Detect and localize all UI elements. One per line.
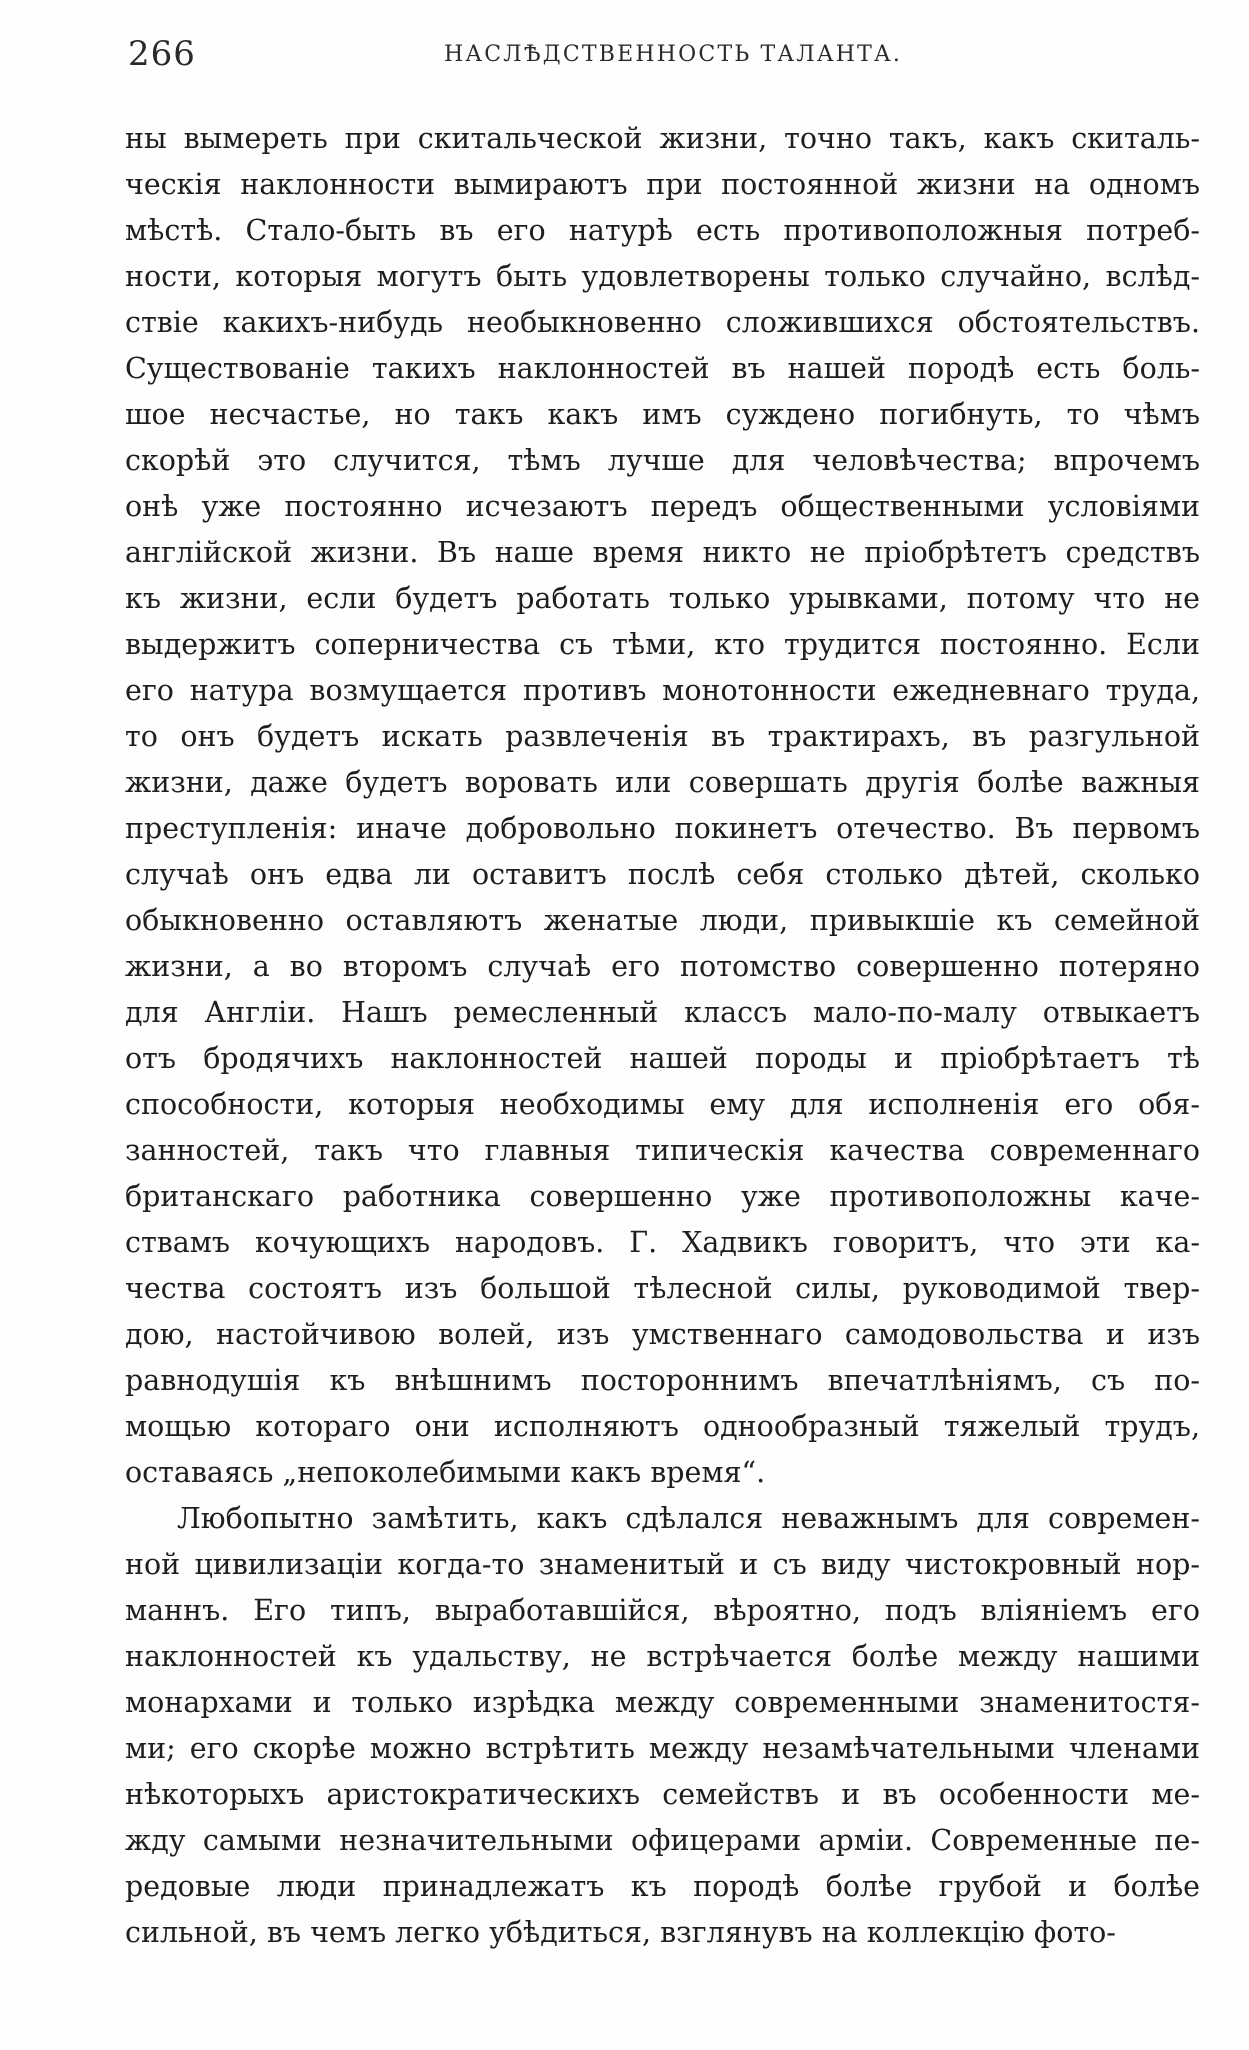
text-line: скорѣй это случится, тѣмъ лучше для человѣчества; впрочемъ (125, 444, 1200, 477)
text-line: ности, которыя могутъ быть удовлетворены только случайно, вслѣд- (125, 260, 1200, 293)
text-line: случаѣ онъ едва ли оставитъ послѣ себя столько дѣтей, сколько (125, 858, 1200, 891)
text-line: то онъ будетъ искать развлеченія въ трактирахъ, въ разгульной (125, 720, 1200, 753)
body-text (125, 116, 1200, 1956)
text-line: для Англіи. Нашъ ремесленный классъ мало-по-малу отвыкаетъ (125, 996, 1200, 1029)
paragraph-first-line: Любопытно замѣтить, какъ сдѣлался неважнымъ для современ- (177, 1502, 1200, 1535)
text-line: жизни, а во второмъ случаѣ его потомство совершенно потеряно (125, 950, 1200, 983)
text-line: британскаго работника совершенно уже противоположны каче- (125, 1180, 1200, 1213)
text-line: жду самыми незначительными офицерами арміи. Современные пе- (125, 1824, 1200, 1857)
text-line: ны вымереть при скитальческой жизни, точно такъ, какъ скиталь- (125, 122, 1200, 155)
text-line: чества состоятъ изъ большой тѣлесной силы, руководимой твер- (125, 1272, 1200, 1305)
text-line: шое несчастье, но такъ какъ имъ суждено погибнуть, то чѣмъ (125, 398, 1200, 431)
paragraph-last-line: оставаясь „непоколебимыми какъ время“. (125, 1456, 766, 1489)
text-line: онѣ уже постоянно исчезаютъ передъ общественными условіями (125, 490, 1200, 523)
running-head (128, 34, 1198, 78)
text-line: равнодушія къ внѣшнимъ постороннимъ впечатлѣніямъ, съ по- (125, 1364, 1200, 1397)
text-line: нѣкоторыхъ аристократическихъ семействъ и въ особенности ме- (125, 1778, 1200, 1811)
text-line: мощью котораго они исполняютъ однообразный тяжелый трудъ, (125, 1410, 1200, 1443)
text-line: Существованіе такихъ наклонностей въ нашей породѣ есть боль- (125, 352, 1200, 385)
text-line: ствамъ кочующихъ народовъ. Г. Хадвикъ говоритъ, что эти ка- (125, 1226, 1200, 1259)
text-line: ческія наклонности вымираютъ при постоянной жизни на одномъ (125, 168, 1200, 201)
text-line: монархами и только изрѣдка между современными знаменитостя- (125, 1686, 1200, 1719)
text-line: преступленія: иначе добровольно покинетъ отечество. Въ первомъ (125, 812, 1200, 845)
text-line: наклонностей къ удальству, не встрѣчается болѣе между нашими (125, 1640, 1200, 1673)
text-line: занностей, такъ что главныя типическія качества современнаго (125, 1134, 1200, 1167)
text-line: редовые люди принадлежатъ къ породѣ болѣе грубой и болѣе (125, 1870, 1200, 1903)
text-line: жизни, даже будетъ воровать или совершать другія болѣе важныя (125, 766, 1200, 799)
text-line: сильной, въ чемъ легко убѣдиться, взглянувъ на коллекцію фото- (125, 1916, 1116, 1949)
text-line: способности, которыя необходимы ему для исполненія его обя- (125, 1088, 1200, 1121)
text-line: къ жизни, если будетъ работать только урывками, потому что не (125, 582, 1200, 615)
text-line: ной цивилизаціи когда-то знаменитый и съ виду чистокровный нор- (125, 1548, 1200, 1581)
text-line: англійской жизни. Въ наше время никто не пріобрѣтетъ средствъ (125, 536, 1200, 569)
text-line: мѣстѣ. Стало-быть въ его натурѣ есть противоположныя потреб- (125, 214, 1200, 247)
text-line: маннъ. Его типъ, выработавшійся, вѣроятно, подъ вліяніемъ его (125, 1594, 1200, 1627)
text-line: дою, настойчивою волей, изъ умственнаго самодовольства и изъ (125, 1318, 1200, 1351)
page-number: 266 (128, 34, 196, 74)
text-line: ми; его скорѣе можно встрѣтить между незамѣчательными членами (125, 1732, 1200, 1765)
text-line: его натура возмущается противъ монотонности ежедневнаго труда, (125, 674, 1200, 707)
text-line: ствіе какихъ-нибудь необыкновенно сложившихся обстоятельствъ. (125, 306, 1200, 339)
text-line: обыкновенно оставляютъ женатые люди, привыкшіе къ семейной (125, 904, 1200, 937)
running-title: НАСЛѢДСТВЕННОСТЬ ТАЛАНТА. (444, 42, 903, 67)
text-line: выдержитъ соперничества съ тѣми, кто трудится постоянно. Если (125, 628, 1200, 661)
text-line: отъ бродячихъ наклонностей нашей породы и пріобрѣтаетъ тѣ (125, 1042, 1200, 1075)
